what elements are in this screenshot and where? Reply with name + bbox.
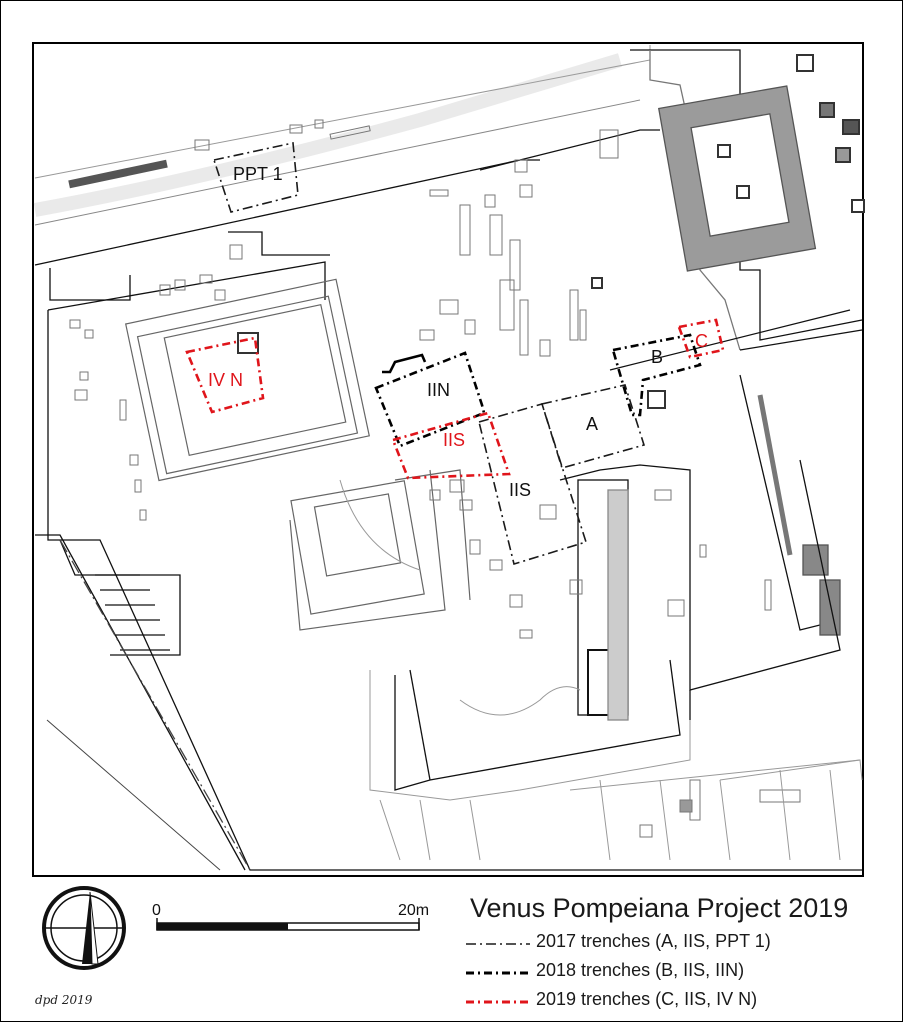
scale-start-label: 0 [152, 902, 161, 919]
legend-item-2019 [466, 991, 896, 1011]
north-arrow-icon [44, 888, 124, 968]
legend-item-2017 [466, 933, 896, 953]
legend-title: Venus Pompeiana Project 2019 [470, 893, 849, 923]
trench-label-iis-2019: IIS [443, 430, 466, 450]
legend-swatch-2019 [466, 1000, 530, 1004]
trench-label-ppt1: PPT 1 [233, 164, 283, 184]
legend-label-2017: 2017 trenches (A, IIS, PPT 1) [536, 931, 771, 951]
legend-label-2019: 2019 trenches (C, IIS, IV N) [536, 989, 758, 1009]
trench-label-c: C [695, 331, 708, 351]
trench-label-iin: IIN [427, 380, 451, 400]
legend-item-2018 [466, 962, 896, 982]
trench-label-iis-2017: IIS [509, 480, 532, 500]
legend-swatch-2017 [466, 942, 530, 946]
legend-label-2018: 2018 trenches (B, IIS, IIN) [536, 960, 745, 980]
trench-label-b: B [651, 347, 664, 367]
trench-label-a: A [586, 414, 599, 434]
scale-end-label: 20m [398, 902, 430, 919]
legend-swatch-2018 [466, 971, 530, 975]
signature: dpd 2019 [35, 993, 93, 1007]
scale-bar [157, 918, 419, 930]
trench-label-ivn: IV N [208, 370, 244, 390]
